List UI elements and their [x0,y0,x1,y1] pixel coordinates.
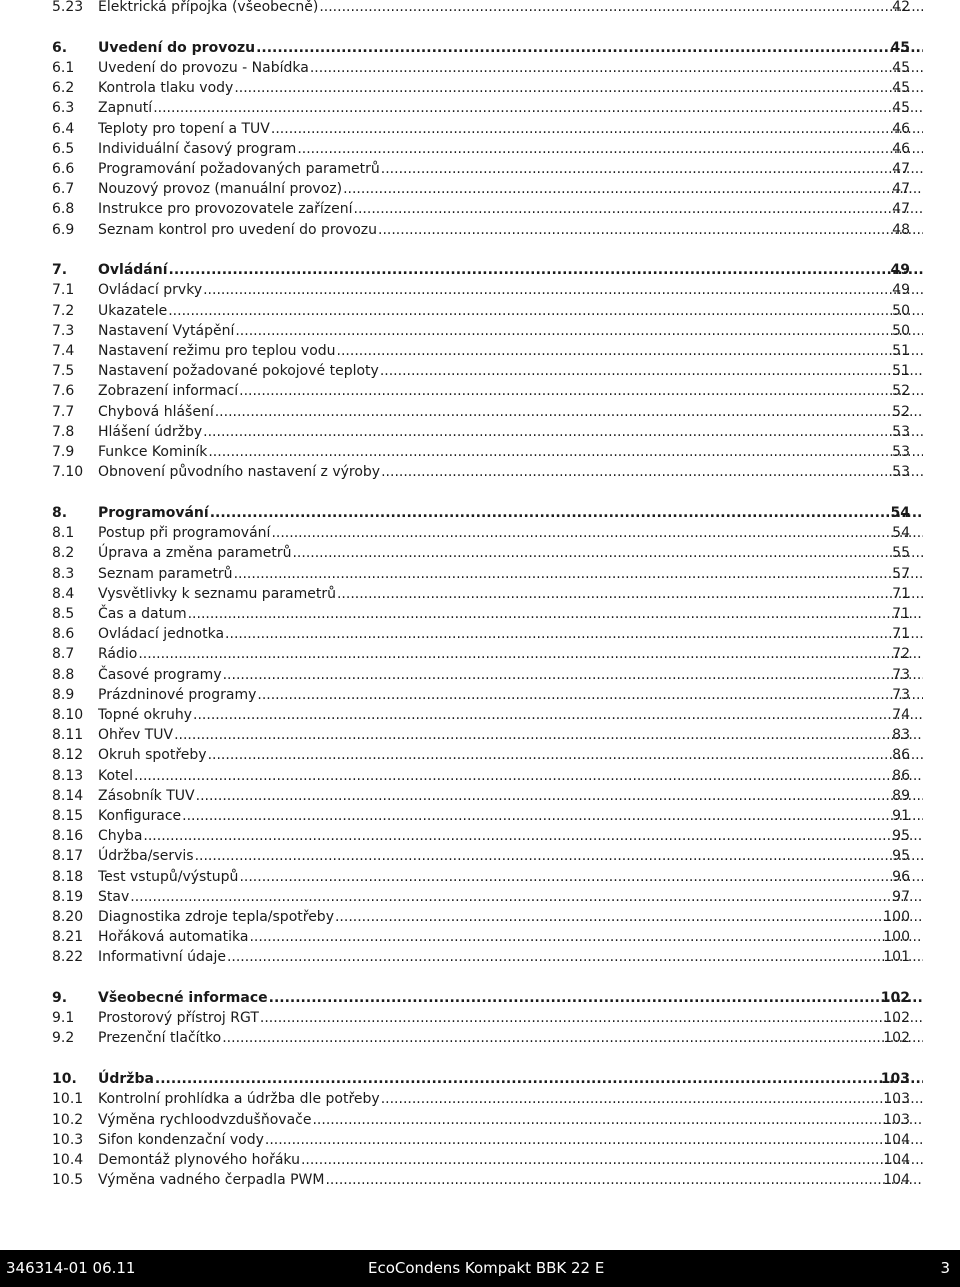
toc-entry-page: 95 [892,828,910,845]
toc-entry-page: 48 [892,221,910,238]
toc-entry-row[interactable] [52,139,910,159]
toc-entry-page: 103 [883,1111,910,1128]
toc-entry-row[interactable] [52,887,910,907]
toc-entry-row[interactable] [52,1110,910,1130]
toc-entry-title: Sifon kondenzační vody ..... [98,1130,923,1150]
toc-entry-number: 8.8 [52,666,75,683]
toc-entry-title: Zapnutí ..... [98,98,923,118]
toc-entry-number: 7.3 [52,322,75,339]
toc-entry-number: 7.5 [52,363,75,380]
toc-entry-page: 54 [890,504,910,521]
toc-entry-number: 7.6 [52,383,75,400]
toc-entry-title: Seznam parametrů ..... [98,564,923,584]
toc-entry-row[interactable] [52,361,910,381]
toc-entry-number: 8.10 [52,706,84,723]
toc-entry-page: 104 [883,1131,910,1148]
toc-entry-row[interactable] [52,119,910,139]
toc-entry-number: 7.8 [52,423,75,440]
toc-entry-title: Časové programy ..... [98,665,923,685]
toc-entry-title: Programování požadovaných parametrů ..... [98,159,923,179]
toc-entry-number: 9.2 [52,1030,75,1047]
toc-entry-title: Instrukce pro provozovatele zařízení ..... [98,199,923,219]
toc-entry-page: 95 [892,848,910,865]
toc-chapter-row[interactable] [52,38,910,58]
toc-entry-row[interactable] [52,543,910,563]
toc-entry-title: Okruh spotřeby ..... [98,745,923,765]
toc-entry-row[interactable] [52,745,910,765]
toc-entry-row[interactable] [52,1130,910,1150]
toc-entry-title: Konfigurace ..... [98,806,923,826]
toc-entry-number: 8.20 [52,908,84,925]
toc-entry-page: 52 [892,403,910,420]
toc-entry-number: 8.2 [52,545,75,562]
toc-entry-title: Prázdninové programy ..... [98,685,923,705]
toc-entry-title: Individuální časový program ..... [98,139,923,159]
toc-entry-number: 10.1 [52,1091,84,1108]
toc-entry-number: 8.21 [52,929,84,946]
toc-entry-title: Uvedení do provozu ..... [98,38,923,58]
toc-entry-row[interactable] [52,422,910,442]
toc-entry-title: Funkce Kominík ..... [98,442,923,462]
toc-entry-title: Zásobník TUV ..... [98,786,923,806]
toc-entry-title: Čas a datum ..... [98,604,923,624]
toc-entry-row[interactable] [52,624,910,644]
toc-entry-number: 7.9 [52,444,75,460]
toc-entry-row[interactable] [52,1028,910,1048]
toc-entry-row[interactable] [52,685,910,705]
toc-entry-number: 8.14 [52,787,84,804]
toc-entry-row[interactable] [52,179,910,199]
toc-entry-title: Zobrazení informací ..... [98,381,923,401]
toc-entry-page: 53 [892,444,910,460]
toc-entry-page: 71 [892,626,910,643]
toc-entry-number: 6. [52,39,68,56]
toc-entry-row[interactable] [52,564,910,584]
toc-entry-title: Topné okruhy ..... [98,705,923,725]
toc-entry-row[interactable] [52,907,910,927]
toc-entry-title: Kontrolní prohlídka a údržba dle potřeby ..... [98,1089,923,1109]
toc-entry-page: 86 [892,747,910,764]
toc-entry-page: 104 [883,1151,910,1168]
toc-entry-page: 96 [892,868,910,885]
toc-entry-number: 8.22 [52,949,84,966]
toc-entry-number: 8.4 [52,585,75,602]
toc-entry-page: 72 [892,646,910,663]
toc-entry-row[interactable] [52,523,910,543]
toc-entry-page: 73 [892,686,910,703]
toc-entry-title: Chybová hlášení ..... [98,402,923,422]
toc-entry-page: 86 [892,767,910,784]
toc-entry-row[interactable] [52,705,910,725]
toc-entry-page: 50 [892,322,910,339]
toc-chapter-row[interactable] [52,260,910,280]
toc-entry-row[interactable] [52,584,910,604]
toc-chapter-row[interactable] [52,988,910,1008]
toc-entry-number: 10.2 [52,1111,84,1128]
toc-entry-row[interactable] [52,341,910,361]
toc-entry-page: 97 [892,888,910,905]
toc-entry-page: 45 [892,80,910,97]
toc-entry-page: 91 [892,807,910,824]
toc-entry-number: 8.6 [52,626,75,643]
toc-entry-number: 10.3 [52,1131,84,1148]
toc-entry-title: Chyba ..... [98,826,923,846]
toc-entry-title: Údržba/servis ..... [98,846,923,866]
toc-entry-page: 51 [892,363,910,380]
toc-entry-title: Údržba ..... [98,1069,923,1089]
toc-entry-number: 10. [52,1071,77,1088]
toc-entry-title: Výměna rychloodvzdušňovače ..... [98,1110,923,1130]
toc-entry-page: 102 [880,990,910,1006]
toc-entry-page: 102 [883,1030,910,1047]
toc-entry-page: 53 [892,464,910,481]
toc-entry-title: Úprava a změna parametrů ..... [98,543,923,563]
toc-entry-number: 8.16 [52,828,84,845]
toc-entry-title: Výměna vadného čerpadla PWM ..... [98,1170,923,1190]
toc-entry-title: Ohřev TUV ..... [98,725,923,745]
toc-entry-page: 100 [883,908,910,925]
toc-entry-page: 103 [880,1071,910,1088]
toc-entry-page: 57 [892,565,910,582]
toc-entry-title: Demontáž plynového hořáku ..... [98,1150,923,1170]
footer-product-name: EcoCondens Kompakt BBK 22 E [368,1259,605,1277]
toc-entry-row[interactable] [52,280,910,300]
toc-entry-page: 53 [892,423,910,440]
toc-entry-title: Diagnostika zdroje tepla/spotřeby ..... [98,907,923,927]
toc-entry-number: 6.3 [52,100,75,117]
toc-entry-number: 8.7 [52,646,75,663]
toc-entry-row[interactable] [52,381,910,401]
toc-entry-row[interactable] [52,442,910,462]
toc-entry-number: 8.17 [52,848,84,865]
toc-entry-number: 8.11 [52,727,84,744]
toc-entry-number: 8.1 [52,525,75,542]
toc-entry-title: Teploty pro topení a TUV ..... [98,119,923,139]
toc-entry-page: 47 [892,181,910,198]
toc-entry-row[interactable] [52,98,910,118]
toc-entry-number: 6.7 [52,181,75,198]
toc-entry-page: 47 [892,160,910,177]
toc-entry-title: Vysvětlivky k seznamu parametrů ..... [98,584,923,604]
toc-entry-page: 73 [892,666,910,683]
toc-chapter-row[interactable] [52,1069,910,1089]
toc-entry-number: 7. [52,262,68,279]
toc-entry-number: 8.5 [52,605,75,622]
toc-entry-page: 52 [892,383,910,400]
toc-entry-title: Postup při programování ..... [98,523,923,543]
toc-entry-number: 9. [52,990,68,1006]
toc-entry-row[interactable] [52,1089,910,1109]
toc-entry-number: 7.10 [52,464,84,481]
toc-entry-title: Elektrická přípojka (všeobecně) ..... [98,0,923,17]
toc-entry-row[interactable] [52,199,910,219]
toc-entry-row[interactable] [52,402,910,422]
toc-entry-number: 8.3 [52,565,75,582]
toc-entry-page: 49 [892,282,910,299]
toc-entry-row[interactable] [52,725,910,745]
toc-entry-page: 42 [892,0,910,15]
toc-entry-row[interactable] [52,665,910,685]
toc-entry-page: 83 [892,727,910,744]
toc-entry-number: 9.1 [52,1010,75,1027]
toc-entry-number: 7.2 [52,302,75,319]
toc-entry-number: 7.7 [52,403,75,420]
toc-entry-row[interactable] [52,159,910,179]
toc-entry-title: Ukazatele ..... [98,301,923,321]
toc-entry-number: 8.9 [52,686,75,703]
toc-entry-number: 6.6 [52,160,75,177]
toc-entry-row[interactable] [52,604,910,624]
toc-entry-page: 46 [892,140,910,157]
toc-entry-title: Seznam kontrol pro uvedení do provozu ..... [98,220,923,240]
toc-entry-row[interactable] [52,786,910,806]
toc-entry-title: Hořáková automatika ..... [98,927,923,947]
toc-entry-row[interactable] [52,220,910,240]
toc-entry-page: 54 [892,525,910,542]
toc-entry-title: Nastavení požadované pokojové teploty ..... [98,361,923,381]
toc-entry-row[interactable] [52,806,910,826]
toc-entry-title: Nastavení režimu pro teplou vodu ..... [98,341,923,361]
toc-entry-page: 89 [892,787,910,804]
toc-entry-number: 6.1 [52,59,75,76]
toc-entry-number: 7.1 [52,282,75,299]
toc-entry-title: Stav ..... [98,887,923,907]
toc-entry-row[interactable] [52,826,910,846]
footer-page-number: 3 [940,1259,950,1277]
toc-entry-page: 46 [892,120,910,137]
toc-entry-page: 45 [890,39,910,56]
toc-entry-row[interactable] [52,462,910,482]
toc-entry-page: 100 [883,929,910,946]
toc-entry-row[interactable] [52,1008,910,1028]
toc-chapter-row[interactable] [52,503,910,523]
toc-entry-page: 103 [883,1091,910,1108]
toc-entry-page: 102 [883,1010,910,1027]
toc-entry-title: Programování ..... [98,503,923,523]
toc-entry-row[interactable] [52,1170,910,1190]
toc-entry-page: 50 [892,302,910,319]
toc-entry-number: 8.12 [52,747,84,764]
toc-entry-row[interactable] [52,1150,910,1170]
toc-entry-title: Prostorový přístroj RGT ..... [98,1008,923,1028]
toc-entry-title: Kotel ..... [98,766,923,786]
toc-entry-number: 8.13 [52,767,84,784]
toc-entry-number: 10.4 [52,1151,84,1168]
toc-entry-page: 101 [883,949,910,966]
toc-entry-row[interactable] [52,58,910,78]
toc-entry-page: 47 [892,201,910,218]
toc-entry-row[interactable] [52,947,910,967]
toc-entry-number: 8. [52,504,68,521]
toc-entry-page: 51 [892,343,910,359]
toc-entry-title: Všeobecné informace ..... [98,988,923,1008]
toc-entry-title: Informativní údaje ..... [98,947,923,967]
toc-entry-number: 6.9 [52,221,75,238]
toc-entry-title: Hlášení údržby ..... [98,422,923,442]
toc-entry-page: 45 [892,59,910,76]
toc-entry-title: Rádio ..... [98,644,923,664]
toc-entry-page: 55 [892,545,910,562]
toc-entry-title: Obnovení původního nastavení z výroby ..... [98,462,923,482]
toc-entry-row[interactable] [52,321,910,341]
toc-entry-number: 7.4 [52,343,75,359]
toc-entry-row[interactable] [52,846,910,866]
toc-entry-title: Uvedení do provozu - Nabídka ..... [98,58,923,78]
toc-entry-title: Nastavení Vytápění ..... [98,321,923,341]
toc-entry-page: 49 [890,262,910,279]
toc-entry-title: Kontrola tlaku vody ..... [98,78,923,98]
toc-entry-title: Ovládací prvky ..... [98,280,923,300]
toc-entry-number: 8.19 [52,888,84,905]
toc-entry-row[interactable] [52,301,910,321]
toc-entry-page: 71 [892,605,910,622]
toc-entry-page: 104 [883,1172,910,1189]
toc-entry-number: 5.23 [52,0,84,15]
toc-entry-page: 71 [892,585,910,602]
footer-doc-code: 346314-01 06.11 [6,1259,136,1277]
toc-entry-number: 10.5 [52,1172,84,1189]
toc-entry-number: 8.15 [52,807,84,824]
toc-entry-row[interactable] [52,867,910,887]
toc-entry-row[interactable] [52,927,910,947]
toc-entry-title: Prezenční tlačítko ..... [98,1028,923,1048]
toc-entry-page: 74 [892,706,910,723]
toc-entry-title: Ovládací jednotka ..... [98,624,923,644]
toc-entry-title: Test vstupů/výstupů ..... [98,867,923,887]
page-footer [0,1250,960,1287]
toc-entry-number: 8.18 [52,868,84,885]
toc-entry-row[interactable] [52,644,910,664]
toc-entry-number: 6.2 [52,80,75,97]
toc-entry-title: Ovládání ..... [98,260,923,280]
toc-entry-page: 45 [892,100,910,117]
toc-entry-number: 6.8 [52,201,75,218]
toc-entry-number: 6.5 [52,140,75,157]
toc-entry-title: Nouzový provoz (manuální provoz) ..... [98,179,923,199]
toc-entry-row[interactable] [52,78,910,98]
toc-entry-row[interactable] [52,0,910,17]
toc-entry-row[interactable] [52,766,910,786]
toc-entry-number: 6.4 [52,120,75,137]
